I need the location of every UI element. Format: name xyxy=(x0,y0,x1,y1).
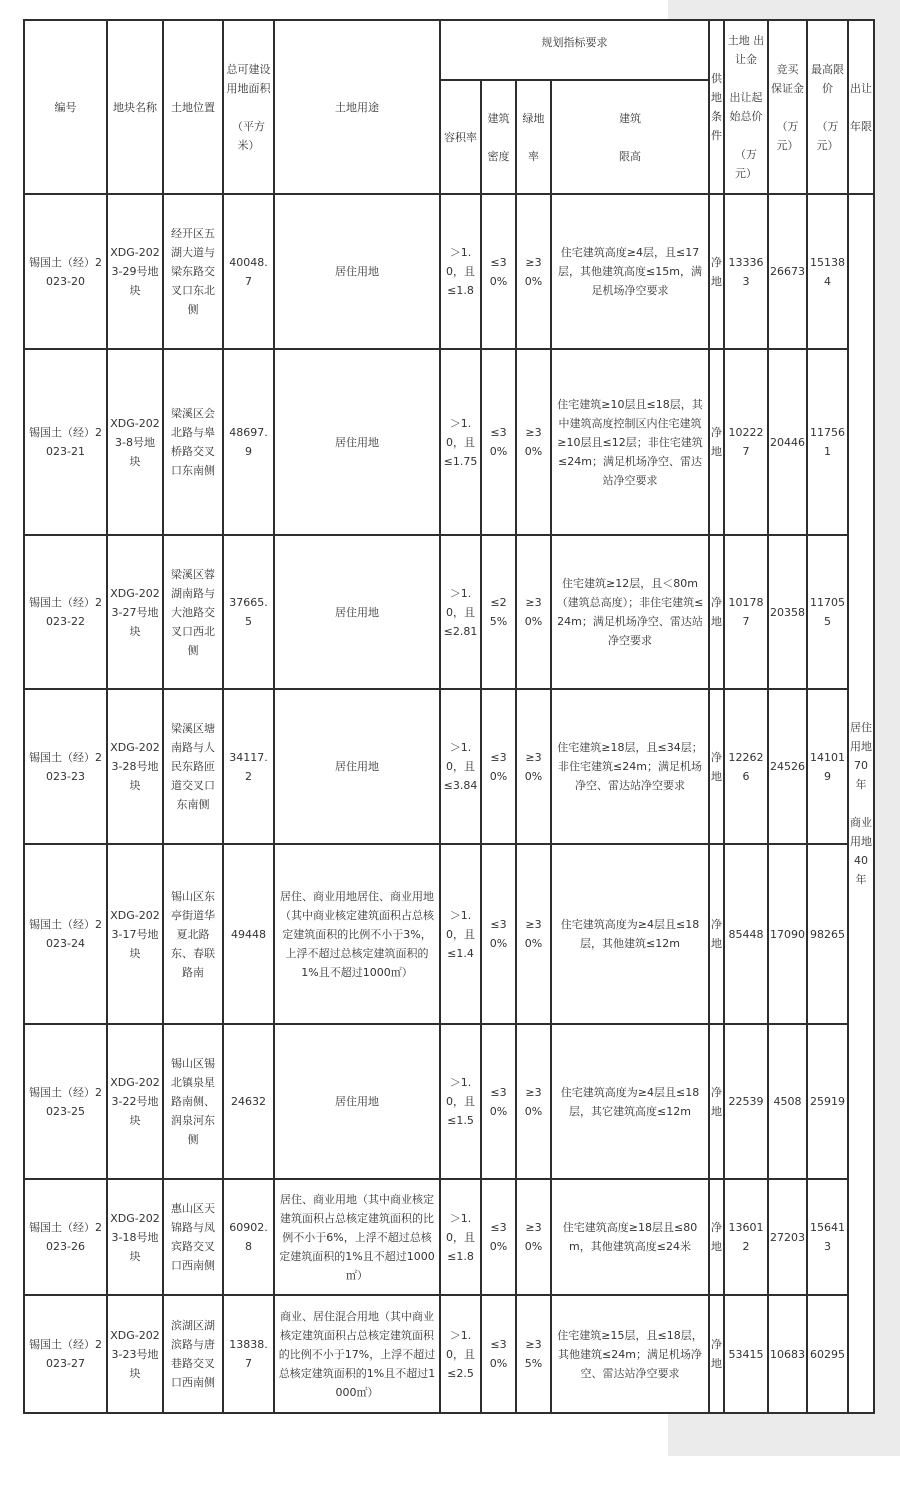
cell-area: 13838.7 xyxy=(223,1295,274,1413)
cell-id: 锡国土（经）2023-26 xyxy=(24,1179,107,1295)
cell-green: ≥30% xyxy=(516,535,551,689)
cell-id: 锡国土（经）2023-23 xyxy=(24,689,107,844)
cell-supply: 净地 xyxy=(709,1295,724,1413)
cell-usage: 居住、商业用地（其中商业核定建筑面积占总核定建筑面积的比例不小于6%，上浮不超过总核定建筑面积的1%且不超过1000㎡） xyxy=(274,1179,440,1295)
cell-location: 惠山区天锦路与凤宾路交叉口西南侧 xyxy=(163,1179,223,1295)
table-row xyxy=(24,349,874,535)
cell-usage: 居住用地 xyxy=(274,194,440,349)
cell-location: 梁溪区塘南路与人民东路匝道交叉口东南侧 xyxy=(163,689,223,844)
cell-green: ≥30% xyxy=(516,349,551,535)
land-auction-document xyxy=(23,19,873,1412)
cell-id: 锡国土（经）2023-21 xyxy=(24,349,107,535)
cell-name: XDG-2023-8号地块 xyxy=(107,349,163,535)
cell-supply: 净地 xyxy=(709,349,724,535)
cell-area: 49448 xyxy=(223,844,274,1024)
cell-start-price: 102227 xyxy=(724,349,768,535)
cell-height: 住宅建筑≥12层，且＜80m（建筑总高度）；非住宅建筑≤24m；满足机场净空、雷达站净空要求 xyxy=(551,535,709,689)
cell-deposit: 20446 xyxy=(768,349,807,535)
header-height: 建筑 限高 xyxy=(551,80,709,194)
cell-density: ≤30% xyxy=(481,844,516,1024)
cell-height: 住宅建筑高度≥18层且≤80m，其他建筑高度≤24米 xyxy=(551,1179,709,1295)
cell-far: ＞1.0，且≤3.84 xyxy=(440,689,481,844)
cell-name: XDG-2023-17号地块 xyxy=(107,844,163,1024)
cell-max-price: 117055 xyxy=(807,535,848,689)
header-id: 编号 xyxy=(24,20,107,194)
header-deposit: 竞买 保证金 （万元） xyxy=(768,20,807,194)
cell-supply: 净地 xyxy=(709,194,724,349)
header-area: 总可建设用地面积 （平方米） xyxy=(223,20,274,194)
cell-density: ≤25% xyxy=(481,535,516,689)
cell-start-price: 101787 xyxy=(724,535,768,689)
cell-name: XDG-2023-22号地块 xyxy=(107,1024,163,1179)
table-row xyxy=(24,689,874,844)
cell-start-price: 133363 xyxy=(724,194,768,349)
cell-supply: 净地 xyxy=(709,689,724,844)
cell-max-price: 117561 xyxy=(807,349,848,535)
cell-location: 滨湖区湖滨路与唐巷路交叉口西南侧 xyxy=(163,1295,223,1413)
cell-supply: 净地 xyxy=(709,1179,724,1295)
cell-density: ≤30% xyxy=(481,349,516,535)
header-location: 土地位置 xyxy=(163,20,223,194)
cell-area: 34117.2 xyxy=(223,689,274,844)
cell-deposit: 4508 xyxy=(768,1024,807,1179)
table-row xyxy=(24,1024,874,1179)
cell-area: 60902.8 xyxy=(223,1179,274,1295)
cell-green: ≥30% xyxy=(516,1179,551,1295)
cell-start-price: 136012 xyxy=(724,1179,768,1295)
cell-max-price: 60295 xyxy=(807,1295,848,1413)
cell-height: 住宅建筑高度为≥4层且≤18层，其它建筑高度≤12m xyxy=(551,1024,709,1179)
cell-height: 住宅建筑≥15层，且≤18层，其他建筑≤24m；满足机场净空、雷达站净空要求 xyxy=(551,1295,709,1413)
cell-green: ≥35% xyxy=(516,1295,551,1413)
cell-density: ≤30% xyxy=(481,194,516,349)
cell-area: 40048.7 xyxy=(223,194,274,349)
cell-id: 锡国土（经）2023-24 xyxy=(24,844,107,1024)
cell-deposit: 10683 xyxy=(768,1295,807,1413)
header-start-price: 土地 出让金 出让起始总价 （万元） xyxy=(724,20,768,194)
cell-id: 锡国土（经）2023-20 xyxy=(24,194,107,349)
cell-max-price: 25919 xyxy=(807,1024,848,1179)
cell-deposit: 24526 xyxy=(768,689,807,844)
cell-location: 梁溪区会北路与皋桥路交叉口东南侧 xyxy=(163,349,223,535)
cell-deposit: 20358 xyxy=(768,535,807,689)
cell-far: ＞1.0，且≤1.4 xyxy=(440,844,481,1024)
cell-far: ＞1.0，且≤1.8 xyxy=(440,194,481,349)
cell-location: 锡山区东亭街道华夏北路东、春联路南 xyxy=(163,844,223,1024)
cell-max-price: 156413 xyxy=(807,1179,848,1295)
cell-height: 住宅建筑≥10层且≤18层，其中建筑高度控制区内住宅建筑≥10层且≤12层；非住宅建筑≤24m；满足机场净空、雷达站净空要求 xyxy=(551,349,709,535)
cell-density: ≤30% xyxy=(481,689,516,844)
header-far: 容积率 xyxy=(440,80,481,194)
cell-green: ≥30% xyxy=(516,194,551,349)
cell-usage: 居住用地 xyxy=(274,535,440,689)
cell-green: ≥30% xyxy=(516,689,551,844)
table-row xyxy=(24,194,874,349)
cell-deposit: 27203 xyxy=(768,1179,807,1295)
cell-green: ≥30% xyxy=(516,1024,551,1179)
cell-id: 锡国土（经）2023-27 xyxy=(24,1295,107,1413)
cell-usage: 居住用地 xyxy=(274,1024,440,1179)
cell-name: XDG-2023-28号地块 xyxy=(107,689,163,844)
cell-name: XDG-2023-23号地块 xyxy=(107,1295,163,1413)
cell-name: XDG-2023-29号地块 xyxy=(107,194,163,349)
header-planning: 规划指标要求 xyxy=(440,20,709,80)
cell-area: 37665.5 xyxy=(223,535,274,689)
cell-id: 锡国土（经）2023-25 xyxy=(24,1024,107,1179)
cell-area: 24632 xyxy=(223,1024,274,1179)
cell-location: 锡山区锡北镇泉星路南侧、润泉河东侧 xyxy=(163,1024,223,1179)
header-supply: 供 地 条 件 xyxy=(709,20,724,194)
cell-height: 住宅建筑≥18层，且≤34层；非住宅建筑≤24m；满足机场净空、雷达站净空要求 xyxy=(551,689,709,844)
cell-term: 居住用地70年 商业用地40年 xyxy=(848,194,874,1413)
cell-usage: 居住用地 xyxy=(274,349,440,535)
cell-max-price: 151384 xyxy=(807,194,848,349)
cell-far: ＞1.0，且≤1.8 xyxy=(440,1179,481,1295)
cell-usage: 居住、商业用地居住、商业用地（其中商业核定建筑面积占总核定建筑面积的比例不小于3%，上浮不超过总核定建筑面积的1%且不超过1000㎡） xyxy=(274,844,440,1024)
cell-usage: 商业、居住混合用地（其中商业核定建筑面积占总核定建筑面积的比例不小于17%，上浮不超过总核定建筑面积的1%且不超过1000㎡） xyxy=(274,1295,440,1413)
cell-far: ＞1.0，且≤1.5 xyxy=(440,1024,481,1179)
table-row xyxy=(24,844,874,1024)
cell-green: ≥30% xyxy=(516,844,551,1024)
cell-max-price: 141019 xyxy=(807,689,848,844)
cell-start-price: 122626 xyxy=(724,689,768,844)
cell-height: 住宅建筑高度为≥4层且≤18层，其他建筑≤12m xyxy=(551,844,709,1024)
cell-max-price: 98265 xyxy=(807,844,848,1024)
cell-deposit: 26673 xyxy=(768,194,807,349)
cell-supply: 净地 xyxy=(709,1024,724,1179)
cell-name: XDG-2023-27号地块 xyxy=(107,535,163,689)
cell-far: ＞1.0，且≤1.75 xyxy=(440,349,481,535)
cell-start-price: 53415 xyxy=(724,1295,768,1413)
cell-location: 经开区五湖大道与梁东路交叉口东北侧 xyxy=(163,194,223,349)
header-max-price: 最高限价 （万元） xyxy=(807,20,848,194)
header-green: 绿地 率 xyxy=(516,80,551,194)
cell-far: ＞1.0，且≤2.81 xyxy=(440,535,481,689)
header-usage: 土地用途 xyxy=(274,20,440,194)
header-name: 地块名称 xyxy=(107,20,163,194)
cell-id: 锡国土（经）2023-22 xyxy=(24,535,107,689)
cell-density: ≤30% xyxy=(481,1295,516,1413)
header-term: 出让 年限 xyxy=(848,20,874,194)
header-density: 建筑 密度 xyxy=(481,80,516,194)
cell-name: XDG-2023-18号地块 xyxy=(107,1179,163,1295)
header-row-top xyxy=(24,20,874,80)
cell-start-price: 22539 xyxy=(724,1024,768,1179)
cell-deposit: 17090 xyxy=(768,844,807,1024)
cell-supply: 净地 xyxy=(709,844,724,1024)
cell-density: ≤30% xyxy=(481,1179,516,1295)
cell-far: ＞1.0，且≤2.5 xyxy=(440,1295,481,1413)
cell-supply: 净地 xyxy=(709,535,724,689)
cell-usage: 居住用地 xyxy=(274,689,440,844)
cell-location: 梁溪区蓉湖南路与大池路交叉口西北侧 xyxy=(163,535,223,689)
cell-start-price: 85448 xyxy=(724,844,768,1024)
land-parcel-table xyxy=(23,19,875,1414)
cell-density: ≤30% xyxy=(481,1024,516,1179)
cell-area: 48697.9 xyxy=(223,349,274,535)
cell-height: 住宅建筑高度≥4层，且≤17层，其他建筑高度≤15m，满足机场净空要求 xyxy=(551,194,709,349)
table-row xyxy=(24,1295,874,1413)
table-row xyxy=(24,535,874,689)
table-row xyxy=(24,1179,874,1295)
